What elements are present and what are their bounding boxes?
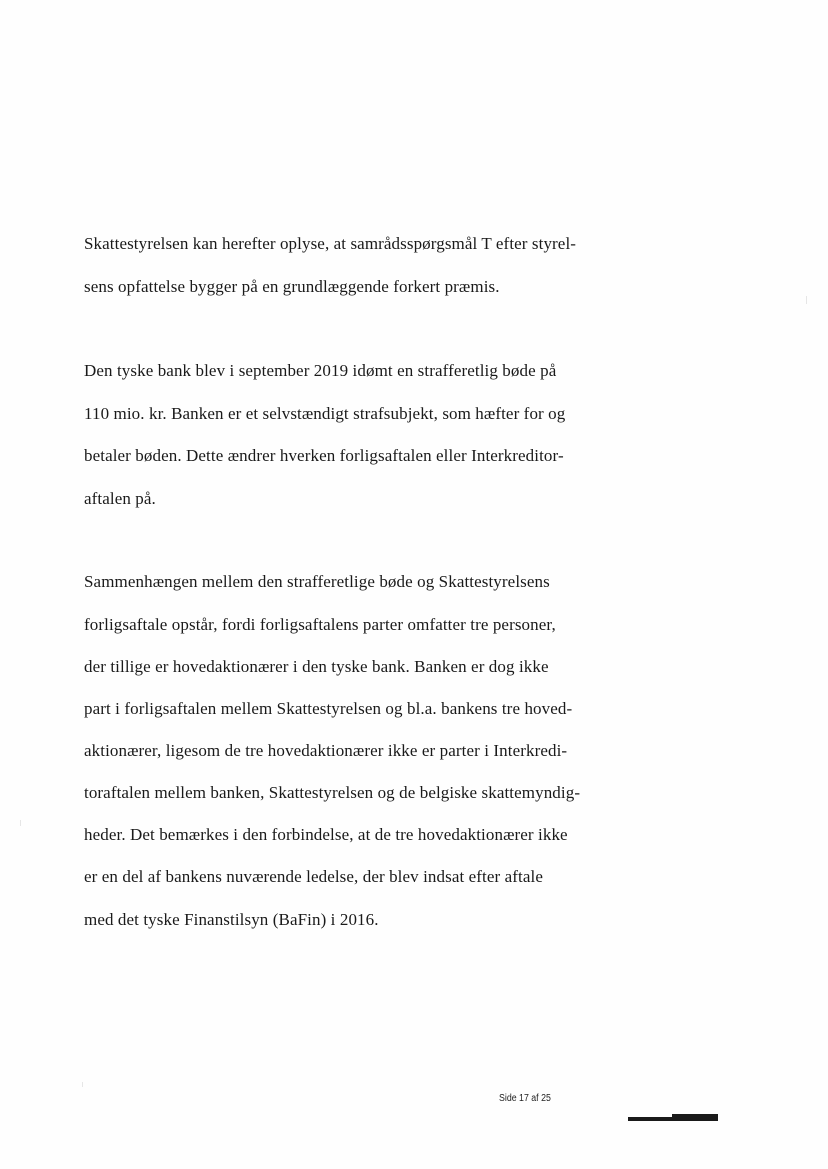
scan-speck <box>806 296 807 304</box>
paragraph-3-line-7: heder. Det bemærkes i den forbindelse, at de tre hovedaktionærer ikke <box>84 825 568 844</box>
paragraph-2-line-3: betaler bøden. Dette ændrer hverken forligsaftalen eller Interkreditor- <box>84 446 564 465</box>
paragraph-3-line-9: med det tyske Finanstilsyn (BaFin) i 2016. <box>84 910 379 929</box>
paragraph-2-line-1: Den tyske bank blev i september 2019 idømt en strafferetlig bøde på <box>84 361 557 380</box>
paragraph-2-line-2: 110 mio. kr. Banken er et selvstændigt strafsubjekt, som hæfter for og <box>84 404 566 423</box>
paragraph-2-line-4: aftalen på. <box>84 489 156 508</box>
paragraph-3-line-2: forligsaftale opstår, fordi forligsaftalens parter omfatter tre personer, <box>84 615 556 634</box>
paragraph-3-line-3: der tillige er hovedaktionærer i den tyske bank. Banken er dog ikke <box>84 657 549 676</box>
footer-rule <box>628 1117 718 1121</box>
paragraph-1-line-2: sens opfattelse bygger på en grundlæggende forkert præmis. <box>84 277 500 296</box>
paragraph-3-line-4: part i forligsaftalen mellem Skattestyrelsen og bl.a. bankens tre hoved- <box>84 699 573 718</box>
scan-speck <box>20 820 21 826</box>
paragraph-1-line-1: Skattestyrelsen kan herefter oplyse, at samrådsspørgsmål T efter styrel- <box>84 234 577 253</box>
footer-rule-accent <box>672 1114 718 1117</box>
page-number: Side 17 af 25 <box>499 1093 551 1104</box>
scan-speck <box>82 1082 83 1087</box>
paragraph-3-line-1: Sammenhængen mellem den strafferetlige bøde og Skattestyrelsens <box>84 572 550 591</box>
paragraph-3-line-8: er en del af bankens nuværende ledelse, der blev indsat efter aftale <box>84 867 543 886</box>
paragraph-3-line-6: toraftalen mellem banken, Skattestyrelsen og de belgiske skattemyndig- <box>84 783 581 802</box>
paragraph-3-line-5: aktionærer, ligesom de tre hovedaktionærer ikke er parter i Interkredi- <box>84 741 568 760</box>
